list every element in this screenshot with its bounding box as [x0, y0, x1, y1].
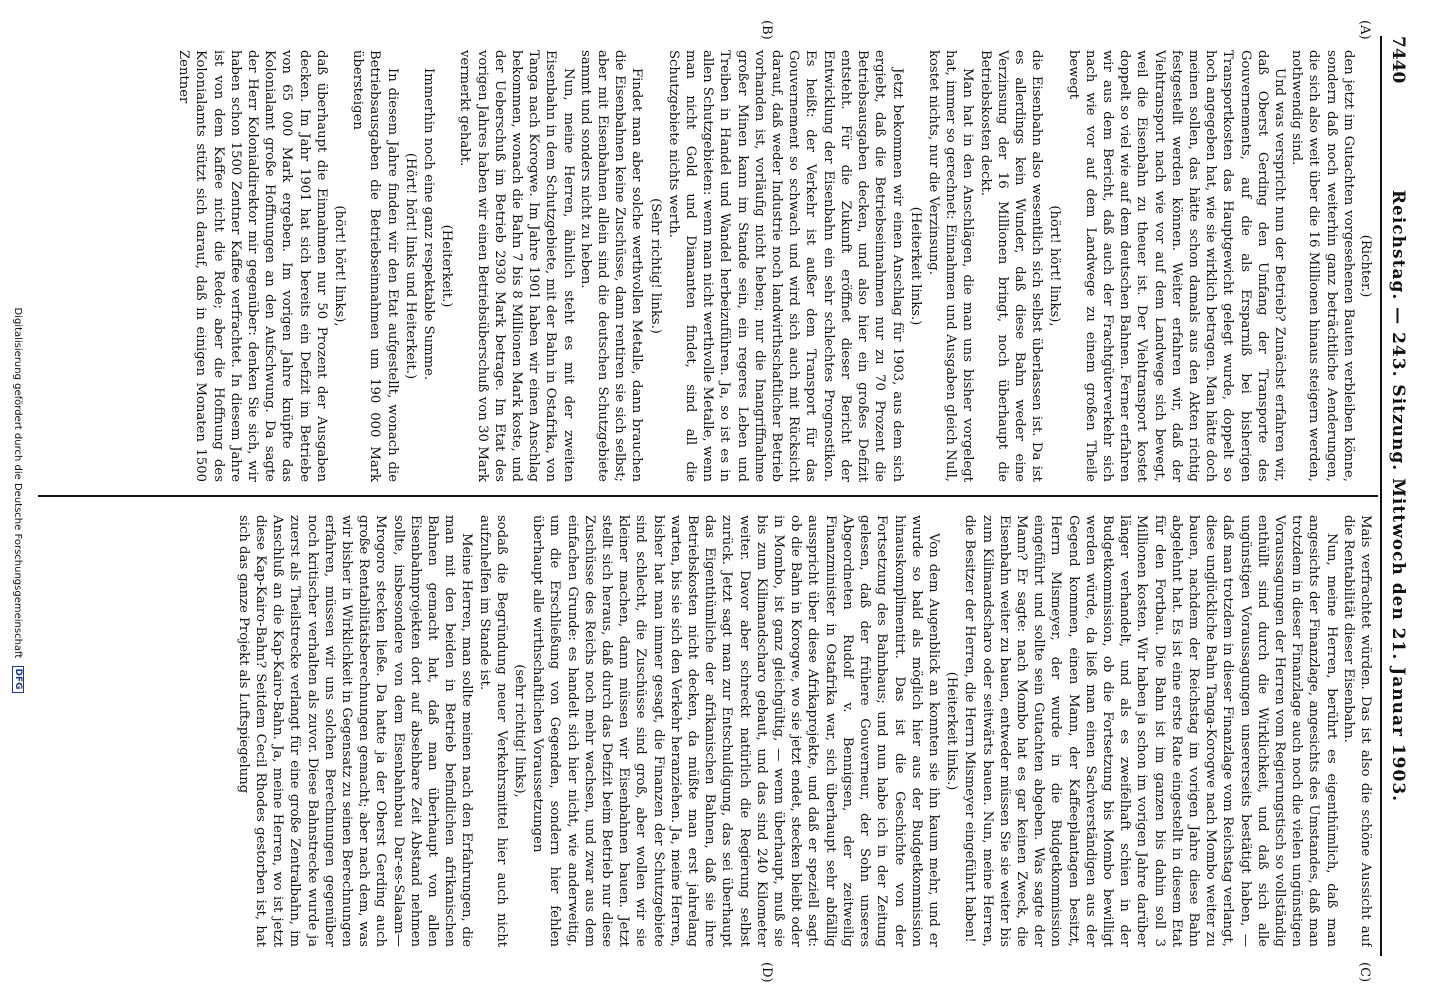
speaker-label: (Richter.)	[1358, 234, 1373, 298]
paragraph: Man hat in den Anschlägen, die man uns bisher vorgelegt hat, immer so gerechnet: Einnahmen und Ausgaben gleich Null, kostet nichts, nur die Verzinsung.	[925, 50, 976, 482]
paragraph: daß überhaupt die Einnahmen nur 50 Prozent der Ausgaben decken. Im Jahr 1901 hat sich bereits ein Defizit im Betriebe von 65 000 Mark ergeben. Im vorigen Jahre knüpfte das Kolonialamt große Hoffnungen an den Aufschwung. Da sagte der Herr Kolonialdirektor mir gegenüber: denken Sie sich, wir haben schon 1500 Zentner Kaffee verfrachtet. In diesem Jahre ist von dem Kaffee nicht die Rede; aber die Hoffnung des Kolonialamts stützt sich darauf, daß in einigen Monaten 1500 Zentner	[176, 50, 329, 482]
margin-marker-a: (A)	[1357, 20, 1372, 40]
interjection: (Hört! hört! links und Heiterkeit.)	[402, 152, 418, 380]
margin-marker-b: (B)	[759, 20, 774, 40]
interjection: (hört! hört! links),	[332, 205, 348, 327]
credit-text: Digitalisierung gefördert durch die Deutsche Forschungsgemeinschaft	[12, 307, 23, 659]
interjection: (sehr richtig! links),	[512, 664, 528, 798]
paragraph: Von dem Augenblick an konnten sie ihn kaum mehr, und er wurde so bald als möglich hier aus der Budgetkommission hinauskomplimentirt. Das ist die Geschichte von der Fortsetzung des Bahnbaus; und nun habe ich in der Zeitung gelesen, daß der frühere Gouverneur, der Sohn unseres Abgeordneten Rudolf v. Bennigsen, der zeitweilig Finanzminister in Ostafrika war, sich überhaupt sehr abfällig ausspricht über diese Afrikaprojekte, und daß er speziell sagt: ob die Bahn in Korogwe, wo sie jetzt endet, stecken bleibt oder in Mombo, ist ganz gleichgültig, — wenn überhaupt, muß sie bis zum Kilimandscharo gebaut, und das sind 240 Kilometer weiter. Davor aber schreckt natürlich die Regierung selbst zurück. Jetzt sagt man zur Entschuldigung, das sei überhaupt das Eigenthümliche der afrikanischen Bahnen, daß sie ihre Betriebskosten nicht decken, da müßte man erst jahrelang warten, bis sie sich den Verkehr heranziehen. Ja, meine Herren, bisher hat man immer gesagt, die Finanzen der Schutzgebiete sind schlecht, die Zuschüsse sind groß, aber wollen wir sie kleiner machen, dann müssen wir Eisenbahnen bauen. Jetzt stellt sich heraus, daß durch das Defizit beim Betrieb nur diese Zuschüsse des Reichs noch mehr wachsen, und zwar aus dem einfachen Grunde: es handelt sich hier nicht, wie anderweitig, um die Erschließung von Gegenden, sondern hier fehlen überhaupt alle wirthschaftlichen Voraussetzungen	[530, 515, 941, 947]
margin-marker-d: (D)	[759, 962, 774, 983]
right-column	[44, 515, 1374, 947]
paragraph: Und was verspricht nun der Betrieb? Zunächst erfahren wir, daß Oberst Gerding den Umfang der Transporte des Gouvernements, auf die als Ersparniß bei bisherigen Transportkosten das Hauptgewicht gelegt wurde, doppelt so hoch angegeben hat, wie sie wirklich betragen. Man hätte doch meinen sollen, das hätte schon damals aus den Akten richtig festgestellt werden können. Weiter erfahren wir, daß der Viehtransport nach wie vor auf dem Landwege sich bewegt, weil die Eisenbahn zu theuer ist. Der Viehtransport kostet doppelt so viel wie auf dem deutschen Bahnen. Ferner erfahren wir aus dem Bericht, daß auch der Frachtgüterverkehr sich nach wie vor auf dem Landwege zu einem großen Theile bewegt	[1065, 50, 1287, 482]
header-rule	[1380, 36, 1382, 956]
paragraph: Findet man aber solche werthvollen Metalle, dann brauchen die Eisenbahnen keine Zuschüsse, dann rentiren sie sich selbst; aber mit Eisenbahnen allein sind die deutschen Schutzgebiete sammt und sonders nicht zu heben.	[577, 50, 645, 482]
paragraph: die Eisenbahn also wesentlich sich selbst überlassen ist. Da ist es allerdings kein Wunder, daß diese Bahn weder eine Verzinsung der 16 Millionen bringt, noch überhaupt die Betriebskosten deckt.	[977, 50, 1045, 482]
paragraph: Mais verfrachtet würden. Das ist also die schöne Aussicht auf die Rentabilität dieser Eisenbahn.	[1340, 515, 1373, 947]
paragraph: den jetzt im Gutachten vorgesehenen Bauten verbleiben könne, sondern daß noch weiterhin ganz beträchtliche Aenderungen, die sich also weit über die 16 Millionen hinaus steigern werden, nothwendig sind.	[1289, 50, 1356, 482]
paragraph: Meine Herren, man sollte meinen nach den Erfahrungen, die man mit den beiden in Betrieb befindlichen afrikanischen Bahnen gemacht hat, daß man überhaupt von allen Eisenbahnprojekten dort auf absehbare Zeit Abstand nehmen sollte, insbesondere von dem Eisenbahnbau Dar-es-Salaam—Mrogoro stecken ließe. Da hatte ja der Oberst Gerding auch große Rentabilitätsberechnungen gemacht; aber nach dem, was wir bisher in Wirklichkeit in Gegensatz zu seinen Berechnungen erfahren, müssen wir uns solchen Berechnungen gegenüber noch kritischer verhalten als zuvor. Diese Bahnstrecke wurde ja zuerst als Theilstrecke verlangt für eine große Zentralbahn, im Anschluß an die Kap-Kairo-Bahn. Ja, meine Herren, wo ist jetzt diese Kap-Kairo-Bahn? Seitdem Cecil Rhodes gestorben ist, hat sich das ganze Projekt als Luftspiegelung	[235, 515, 475, 947]
page-header	[1382, 36, 1412, 956]
interjection: (Heiterkeit links.)	[944, 671, 960, 791]
interjection: (Heiterkeit.)	[439, 224, 455, 308]
page-number: 7440	[1388, 36, 1408, 84]
digitization-credit	[4, 0, 24, 1000]
paragraph: Jetzt bekommen wir einen Anschlag für 1903, aus dem sich ergiebt, daß die Betriebseinnahmen nur zu 70 Prozent die Betriebsausgaben decken, und also hier ein großes Defizit entsteht. Für die Zukunft eröffnet dieser Bericht der Entwicklung der Eisenbahn ein sehr schlechtes Prognostikon. Es heißt: der Verkehr ist außer dem Transport für das Gouvernement so schwach und wird sich auch mit Rücksicht darauf, daß weder Industrie noch landwirthschaftlicher Betrieb vorhanden ist, vorläufig nicht heben; nur die Inangriffnahme großer Minen kann im Stande sein, ein regeres Leben und Treiben in Handel und Wandel herbeizuführen. Ja, so ist es in allen Schutzgebieten: wenn man nicht werthvolle Metalle, wenn man nicht Gold und Diamanten findet, sind all die Schutzgebiete nichts werth.	[665, 50, 905, 482]
paragraph: Nun, meine Herren, ähnlich steht es mit der zweiten Eisenbahn in dem Schutzgebiete, mit der Bahn in Ostafrika, von Tanga nach Korogwe. Im Jahre 1901 haben wir einen Anschlag bekommen, wonach die Bahn 7 bis 8 Millionen Mark koste, und der Ueberschuß im Betrieb 2930 Mark betrage. Im Etat des vorigen Jahres haben wir einen Betriebsüberschuß von 30 Mark vermerkt gehabt.	[457, 50, 576, 482]
interjection: (Heiterkeit links.)	[907, 206, 923, 326]
paragraph: Immerhin noch eine ganz respektable Summe.	[421, 68, 437, 381]
interjection: (hört! hört! links),	[1047, 205, 1063, 327]
paragraph: Nun, meine Herren, berührt es eigenthümlich, daß man angesichts der Finanzlage, angesichts des Umstandes, daß man trotzdem in dieser Finanzlage auch noch die vielen ungünstigen Voraussagungen der Herren vom Regierungstisch so vollständig enthüllt sind durch die Wirklichkeit, und daß sich alle ungünstigen Voraussagungen unsererseits bestätigt haben, — daß man trotzdem in dieser Finanzlage vom Reichstag verlangt, diese unglückliche Bahn Tanga-Korogwe nach Mombo weiter zu bauen, nachdem der Reichstag im vorigen Jahre diese Bahn abgelehnt hat. Es ist eine erste Rate eingestellt in diesem Etat für den Fortbau. Die Bahn ist im ganzen bis dahin soll 3 Millionen kosten. Wir haben ja schon im vorigen Jahre darüber länger verhandelt, und als es zweifelhaft schien in der Budgetkommission, ob die Fortsetzung bis Mombo bewilligt werden würde, da ließ man einen Sachverständigen aus der Gegend kommen, einen Mann, der Kaffeeplantagen besitzt, Herrn Mismeyer, der wurde in die Budgetkommission eingeführt und sollte sein Gutachten abgeben. Was sagte der Mann? Er sagte: nach Mombo hat es gar keinen Zweck, die Eisenbahn weiter zu bauen, entweder müssen Sie sie weiter bis zum Kilimandscharo oder seitwärts bauen. Nun, meine Herren, die Besitzer der Herren, die Herrn Mismeyer eingeführt haben!	[962, 515, 1339, 947]
paragraph: In diesem Jahre finden wir den Etat aufgestellt, wonach die Betriebsausgaben die Betriebseinnahmen um 190 000 Mark übersteigen	[350, 50, 400, 482]
left-column	[44, 50, 1374, 482]
dfg-logo: DFG	[12, 666, 24, 693]
column-divider	[38, 495, 1378, 497]
margin-marker-c: (C)	[1357, 962, 1372, 983]
page-title: Reichstag. — 243. Sitzung. Mittwoch den 21. Januar 1903.	[1388, 189, 1408, 803]
interjection: (Sehr richtig! links.)	[647, 198, 663, 334]
paragraph: sodaß die Begründung neuer Verkehrsmittel hier auch nicht aufzuhelfen im Stande ist.	[476, 515, 509, 947]
